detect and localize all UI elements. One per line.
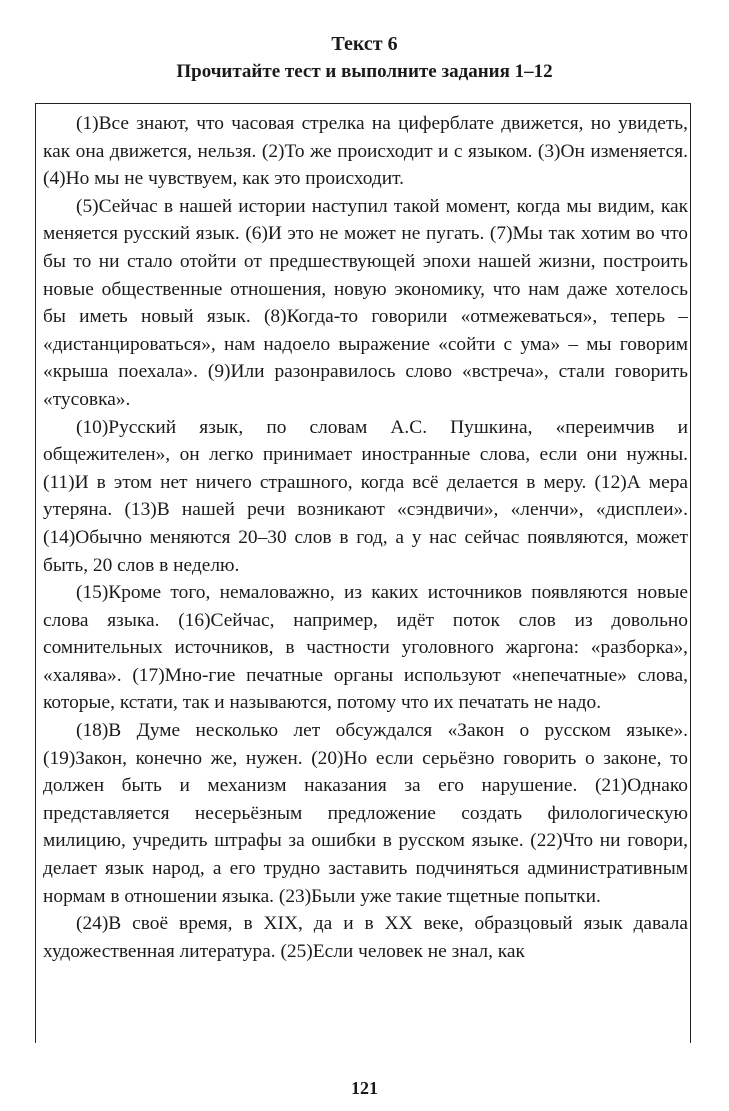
paragraph-1: (1)Все знают, что часовая стрелка на циферблате движется, но увидеть, как она движется, нельзя. (2)То же происходит и с языком. (3)Он изменяется. (4)Но мы не чувствуем, как это происходит.: [43, 113, 688, 190]
task-instruction: Прочитайте тест и выполните задания 1–12: [176, 61, 553, 82]
text-body: [43, 110, 688, 965]
text-title: Текст 6: [331, 33, 398, 55]
page-header: [0, 30, 729, 86]
paragraph-2: (5)Сейчас в нашей истории наступил такой момент, когда мы видим, как меняется русский язык. (6)И это не может не пугать. (7)Мы так хотим во что бы то ни стало отойти от предшествующей эпохи нашей жизни, построить новые общественные отношения, новую экономику, что нам даже хотелось бы иметь новый язык. (8)Когда-то говорили «отмежеваться», теперь – «дистанцироваться», нам надоело выражение «сойти с ума» – мы говорим «крыша поехала». (9)Или разонравилось слово «встреча», стали говорить «тусовка».: [43, 195, 688, 410]
paragraph-3: (10)Русский язык, по словам А.С. Пушкина, «переимчив и общежителен», он легко принимает иностранные слова, если они нужны. (11)И в этом нет ничего страшного, когда всё делается в меру. (12)А мера утеряна. (13)В нашей речи возникают «сэндвичи», «ленчи», «дисплеи». (14)Обычно меняются 20–30 слов в год, а у нас сейчас появляются, может быть, 20 слов в неделю.: [43, 416, 688, 576]
paragraph-6: (24)В своё время, в XIX, да и в XX веке, образцовый язык давала художественная литература. (25)Если человек не знал, как: [43, 913, 688, 962]
page-number: 121: [351, 1078, 378, 1098]
paragraph-5: (18)В Думе несколько лет обсуждался «Закон о русском языке». (19)Закон, конечно же, нужен. (20)Но если серьёзно говорить о законе, то должен быть и механизм наказания за его нарушение. (21)Однако представляется несерьёзным предложение создать филологическую милицию, учредить штрафы за ошибки в русском языке. (22)Что ни говори, делает язык народ, а его трудно заставить подчиняться административным нормам в отношении языка. (23)Были уже такие тщетные попытки.: [43, 720, 688, 907]
paragraph-4: (15)Кроме того, немаловажно, из каких источников появляются новые слова языка. (16)Сейчас, например, идёт поток слов из довольно сомнительных источников, в частности уголовного жаргона: «разборка», «халява». (17)Мно-гие печатные органы используют «непечатные» слова, которые, кстати, так и называются, потому что их печатать не надо.: [43, 582, 688, 714]
